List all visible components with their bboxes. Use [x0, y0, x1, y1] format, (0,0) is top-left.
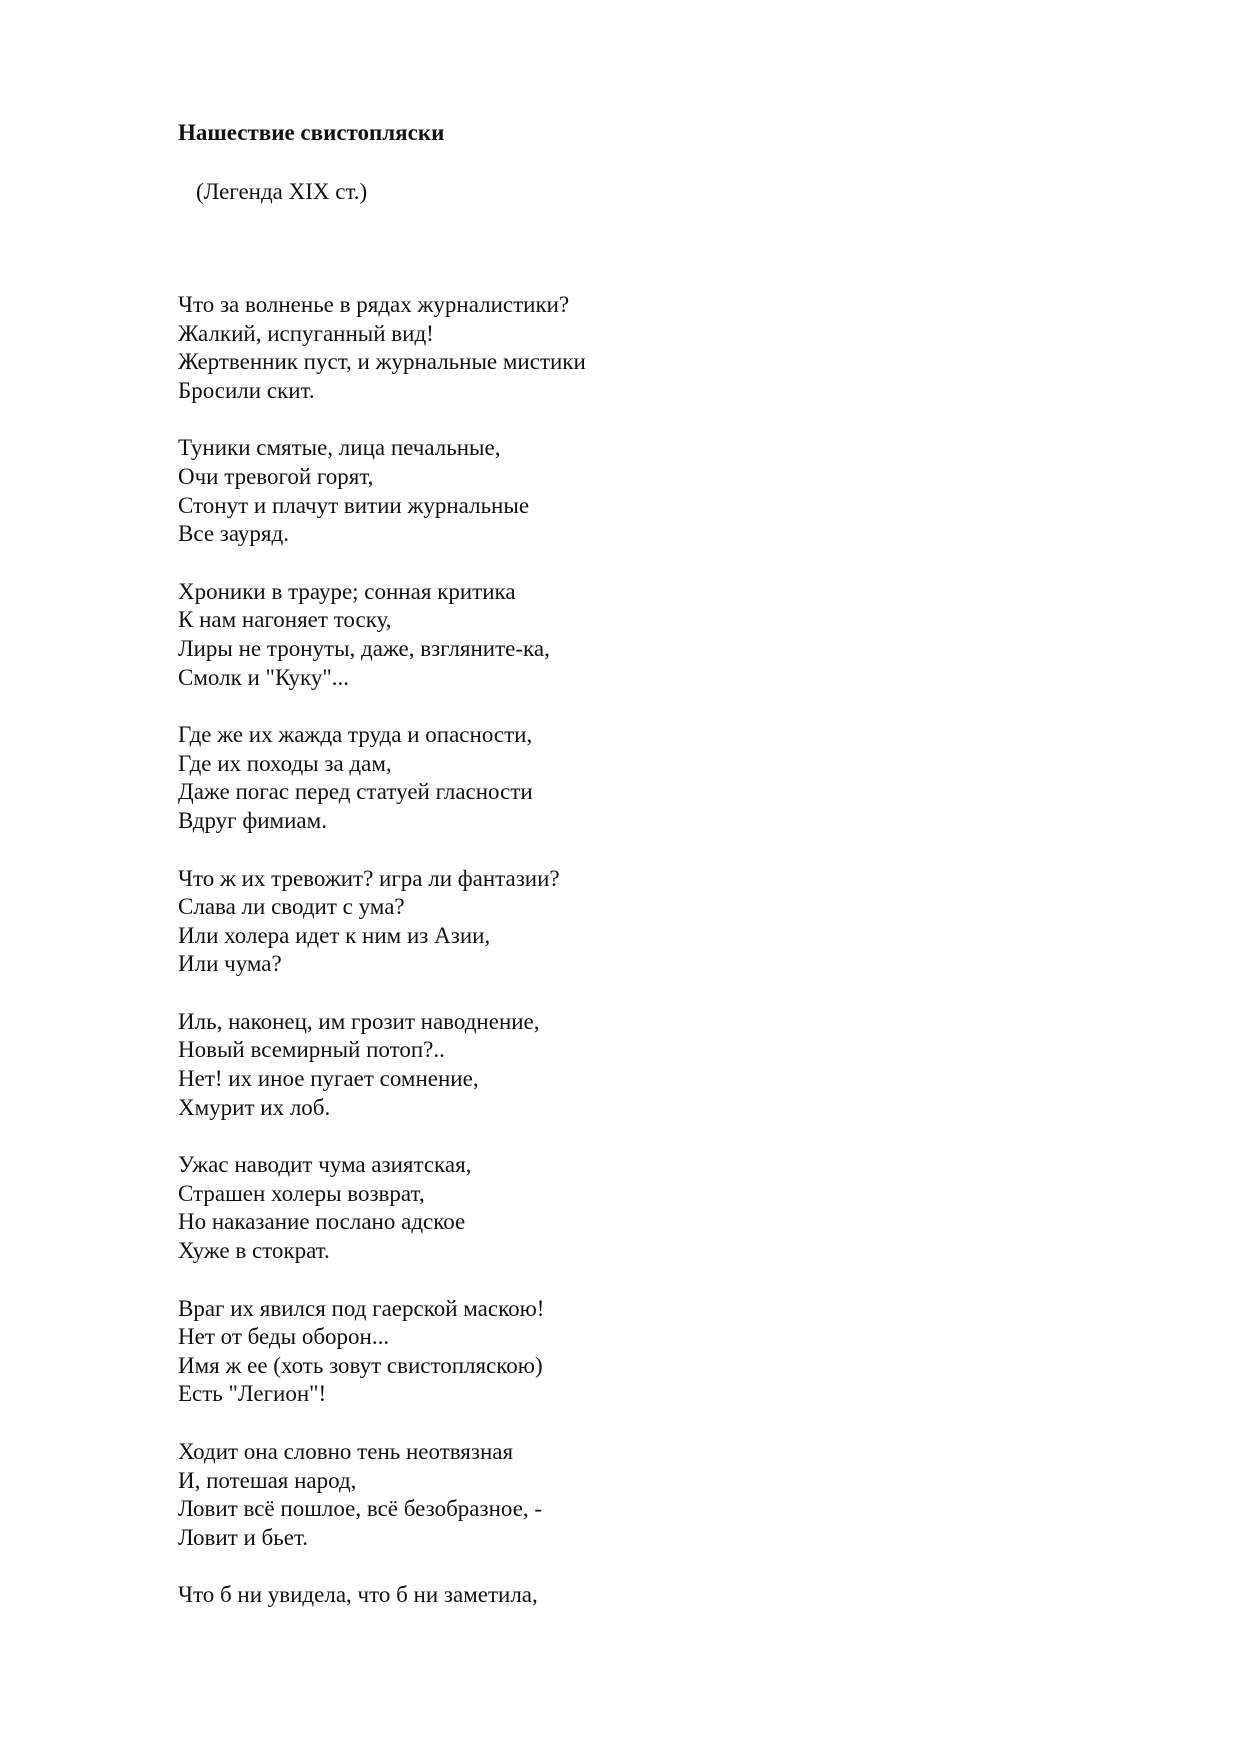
poem-line: И, потешая народ,: [178, 1467, 357, 1493]
poem-line: Все зауряд.: [178, 521, 289, 547]
poem-line: Что за волненье в рядах журналистики?: [178, 292, 570, 317]
poem-body: [178, 291, 1178, 1639]
stanza: [178, 1581, 1178, 1610]
poem-line: Очи тревогой горят,: [178, 463, 374, 489]
stanza: [178, 1295, 1178, 1409]
poem-line: Жалкий, испуганный вид!: [178, 320, 434, 346]
poem-line: Враг их явился под гаерской маскою!: [178, 1295, 545, 1321]
stanza: [178, 721, 1178, 835]
poem-line: Смолк и "Куку"...: [178, 664, 350, 690]
poem-line: Туники смятые, лица печальные,: [178, 435, 501, 461]
poem-line: К нам нагоняет тоску,: [178, 607, 392, 633]
poem-line: Имя ж ее (хоть зовут свистопляскою): [178, 1352, 543, 1378]
poem-line: Ловит всё пошлое, всё безобразное, -: [178, 1496, 543, 1522]
stanza: [178, 1008, 1178, 1122]
poem-line: Или чума?: [178, 951, 282, 977]
poem-line: Но наказание послано адское: [178, 1209, 466, 1235]
poem-line: Хроники в трауре; сонная критика: [178, 578, 516, 604]
poem-subtitle: (Легенда XIX ст.): [196, 179, 368, 204]
stanza: [178, 291, 1178, 405]
poem-line: Нет от беды оборон...: [178, 1324, 390, 1350]
stanza: [178, 865, 1178, 979]
poem-line: Что б ни увидела, что б ни заметила,: [178, 1582, 538, 1608]
poem-line: Где их походы за дам,: [178, 750, 392, 776]
poem-line: Ходит она словно тень неотвязная: [178, 1439, 514, 1464]
poem-line: Нет! их иное пугает сомнение,: [178, 1066, 479, 1092]
poem-line: Бросили скит.: [178, 377, 315, 403]
poem-line: Хмурит их лоб.: [178, 1094, 331, 1120]
stanza: [178, 434, 1178, 548]
poem-line: Вдруг фимиам.: [178, 807, 327, 833]
poem-line: Или холера идет к ним из Азии,: [178, 922, 491, 948]
poem-line: Страшен холеры возврат,: [178, 1180, 425, 1206]
poem-line: Новый всемирный потоп?..: [178, 1037, 445, 1063]
stanza: [178, 1438, 1178, 1552]
poem-line: Слава ли сводит с ума?: [178, 894, 405, 920]
poem-title: Нашествие свистопляски: [178, 120, 445, 145]
poem-line: Стонут и плачут витии журнальные: [178, 492, 530, 518]
poem-line: Ловит и бьет.: [178, 1524, 309, 1550]
poem-line: Что ж их тревожит? игра ли фантазии?: [178, 865, 560, 891]
stanza: [178, 578, 1178, 692]
poem-line: Жертвенник пуст, и журнальные мистики: [178, 349, 586, 375]
poem-line: Хуже в стократ.: [178, 1238, 330, 1264]
poem-line: Лиры не тронуты, даже, взгляните-ка,: [178, 635, 550, 661]
poem-line: Иль, наконец, им грозит наводнение,: [178, 1008, 540, 1034]
poem-line: Где же их жажда труда и опасности,: [178, 722, 533, 748]
stanza: [178, 1151, 1178, 1265]
poem-line: Ужас наводит чума азиятская,: [178, 1152, 472, 1178]
poem-line: Даже погас перед статуей гласности: [178, 779, 533, 805]
poem-line: Есть "Легион"!: [178, 1381, 327, 1407]
